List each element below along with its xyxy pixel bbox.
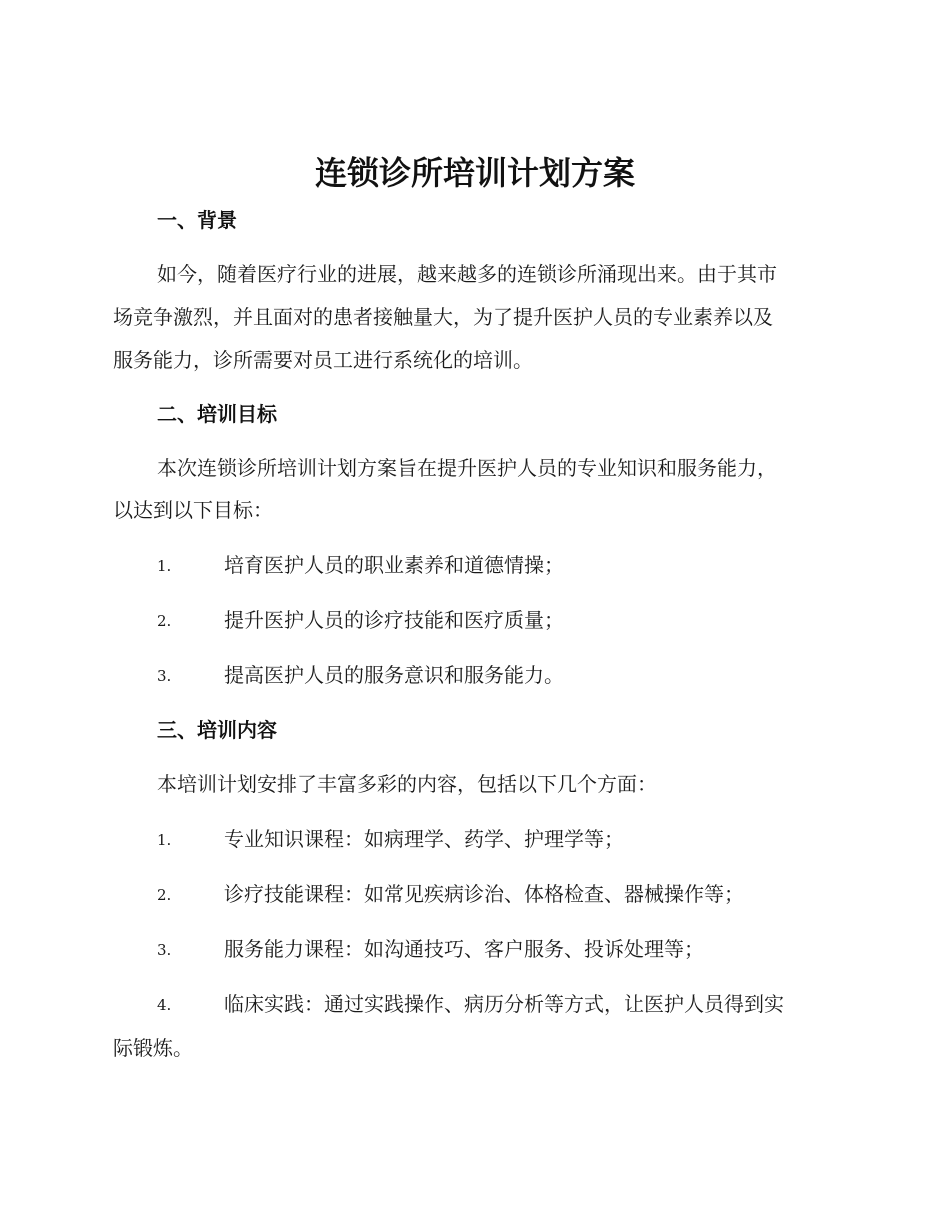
list-item-number: 2. [157, 886, 172, 904]
paragraph-line: 服务能力，诊所需要对员工进行系统化的培训。 [113, 348, 533, 372]
list-item: 提升医护人员的诊疗技能和医疗质量； [224, 608, 564, 632]
section-heading-goals: 二、培训目标 [157, 402, 277, 426]
list-item-number: 3. [157, 941, 172, 959]
paragraph-line: 场竞争激烈，并且面对的患者接触量大，为了提升医护人员的专业素养以及 [113, 305, 773, 329]
list-item-number: 3. [157, 667, 172, 685]
paragraph-line: 如今，随着医疗行业的进展，越来越多的连锁诊所涌现出来。由于其市 [157, 262, 777, 286]
list-item-number: 4. [157, 996, 172, 1014]
paragraph-line: 本次连锁诊所培训计划方案旨在提升医护人员的专业知识和服务能力， [157, 456, 777, 480]
list-item: 诊疗技能课程：如常见疾病诊治、体格检查、器械操作等； [224, 882, 744, 906]
list-item-number: 2. [157, 612, 172, 630]
list-item: 服务能力课程：如沟通技巧、客户服务、投诉处理等； [224, 937, 704, 961]
list-item: 临床实践：通过实践操作、病历分析等方式，让医护人员得到实 [224, 992, 784, 1016]
list-item: 培育医护人员的职业素养和道德情操； [224, 553, 564, 577]
list-item: 提高医护人员的服务意识和服务能力。 [224, 663, 564, 687]
paragraph-line: 本培训计划安排了丰富多彩的内容，包括以下几个方面： [157, 772, 657, 796]
list-item-number: 1. [157, 557, 172, 575]
list-item-continuation: 际锻炼。 [113, 1036, 193, 1060]
section-heading-background: 一、背景 [157, 208, 237, 232]
paragraph-line: 以达到以下目标： [113, 498, 273, 522]
document-title: 连锁诊所培训计划方案 [314, 154, 635, 192]
list-item-number: 1. [157, 831, 172, 849]
section-heading-content: 三、培训内容 [157, 718, 277, 742]
list-item: 专业知识课程：如病理学、药学、护理学等； [224, 827, 624, 851]
